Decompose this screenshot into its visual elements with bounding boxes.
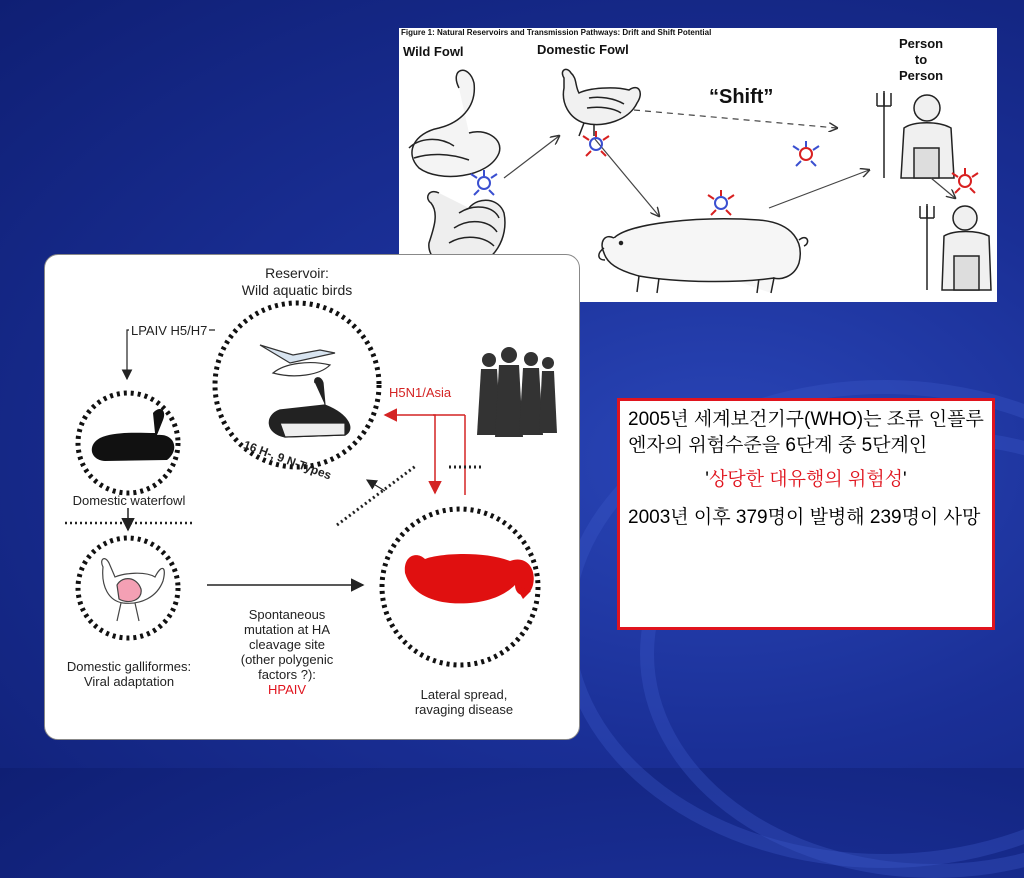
shift-label: “Shift” bbox=[709, 86, 774, 108]
reservoir-label: Reservoir: Wild aquatic birds bbox=[241, 265, 353, 298]
info-box bbox=[617, 398, 995, 630]
domestic-fowl-label: Domestic Fowl bbox=[537, 42, 629, 57]
pandemic-risk-highlight: 상당한 대유행의 위험성 bbox=[708, 469, 904, 490]
farmer-drawing bbox=[920, 204, 991, 290]
lateral-spread-label: Lateral spread, ravaging disease bbox=[414, 687, 514, 717]
sick-chicken-drawing bbox=[405, 554, 534, 603]
pig-drawing bbox=[599, 219, 808, 293]
types-label: 16 H-, 9 N-Types bbox=[241, 437, 334, 483]
wild-fowl-label: Wild Fowl bbox=[403, 44, 464, 59]
goose-drawing bbox=[269, 378, 350, 437]
hpaiv-label: HPAIV bbox=[267, 682, 307, 697]
virus-icon bbox=[471, 170, 497, 195]
virus-icon bbox=[952, 168, 978, 193]
mutation-label: Spontaneous mutation at HA cleavage site (other polygenic factors ?): HPAIV bbox=[217, 607, 357, 697]
swan-drawing bbox=[409, 70, 500, 176]
dotted-barrier bbox=[337, 465, 417, 525]
virus-icon bbox=[708, 190, 734, 215]
virus-icon bbox=[793, 141, 819, 166]
domestic-waterfowl-label: Domestic waterfowl bbox=[72, 493, 186, 508]
arrow bbox=[367, 480, 385, 491]
arrow bbox=[769, 170, 869, 208]
people-silhouette bbox=[477, 347, 557, 437]
domestic-duck-drawing bbox=[92, 409, 175, 461]
who-risk-text: 2005년 세계보건기구(WHO)는 조류 인플루엔자의 위험수준을 6단계 중 5단계인 bbox=[628, 409, 984, 456]
case-count-text: 2003년 이후 379명이 발병해 239명이 사망 bbox=[628, 507, 981, 528]
figure1-caption: Figure 1: Natural Reservoirs and Transmission Pathways: Drift and Shift Potential bbox=[401, 28, 712, 37]
chicken-drawing bbox=[562, 69, 640, 136]
h5n1-arrow-down bbox=[433, 415, 435, 493]
lpaiv-label: LPAIV H5/H7 bbox=[131, 323, 208, 338]
chicken-drawing bbox=[102, 559, 165, 621]
h5n1-label: H5N1/Asia bbox=[389, 385, 452, 400]
shift-arrow bbox=[634, 110, 837, 128]
farmer-drawing bbox=[877, 91, 954, 178]
arrow bbox=[931, 178, 955, 198]
reservoir-cycle-figure bbox=[44, 254, 580, 740]
reservoir-circle bbox=[215, 303, 379, 467]
risk-level-text: '상당한 대유행의 위험성' bbox=[705, 469, 907, 490]
arrow bbox=[504, 136, 559, 178]
seagull-drawing bbox=[260, 345, 335, 376]
arrow bbox=[594, 138, 659, 216]
person-to-person-label: Person to Person bbox=[899, 36, 944, 83]
galliformes-label: Domestic galliformes: Viral adaptation bbox=[66, 659, 192, 689]
